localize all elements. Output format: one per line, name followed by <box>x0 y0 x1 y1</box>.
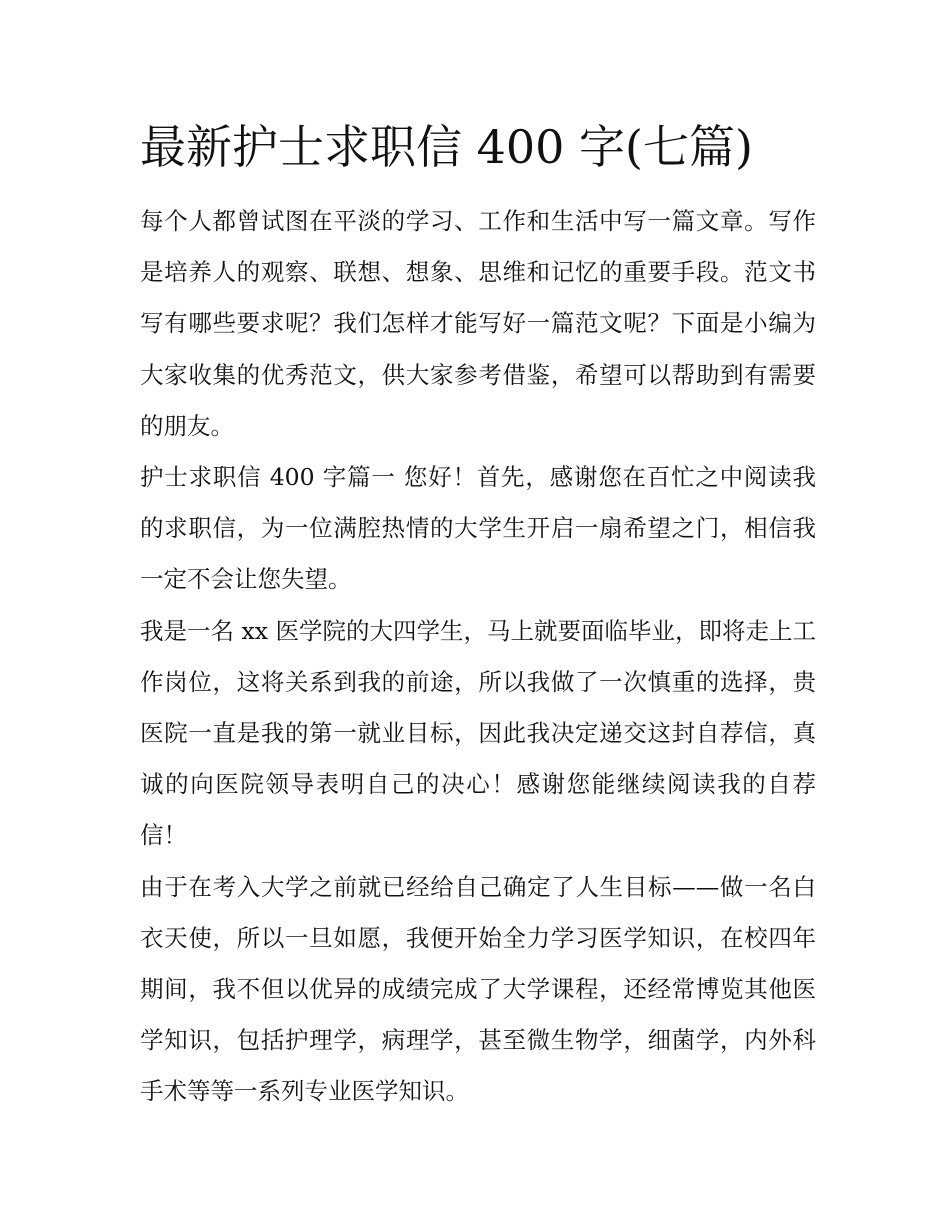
document-title: 最新护士求职信 400 字(七篇) <box>140 120 753 174</box>
paragraph-intro: 每个人都曾试图在平淡的学习、工作和生活中写一篇文章。写作是培养人的观察、联想、想象、思维和记忆的重要手段。范文书写有哪些要求呢？我们怎样才能写好一篇范文呢？下面是小编为大家收集的优秀范文，供大家参考借鉴，希望可以帮助到有需要的朋友。 <box>140 207 816 440</box>
paragraph-education: 由于在考入大学之前就已经给自己确定了人生目标——做一名白衣天使，所以一旦如愿，我便开始全力学习医学知识，在校四年期间，我不但以优异的成绩完成了大学课程，还经常博览其他医学知识，包括护理学，病理学，甚至微生物学，细菌学，内外科手术等等一系列专业医学知识。 <box>140 872 816 1106</box>
paragraph-self-introduction: 我是一名 xx 医学院的大四学生，马上就要面临毕业，即将走上工作岗位，这将关系到我的前途，所以我做了一次慎重的选择，贵医院一直是我的第一就业目标，因此我决定递交这封自荐信，真诚的向医院领导表明自己的决心！感谢您能继续阅读我的自荐信！ <box>140 616 816 850</box>
paragraph-letter-opening: 护士求职信 400 字篇一 您好！首先，感谢您在百忙之中阅读我的求职信，为一位满腔热情的大学生开启一扇希望之门，相信我一定不会让您失望。 <box>140 463 816 594</box>
document-body <box>140 196 816 1118</box>
